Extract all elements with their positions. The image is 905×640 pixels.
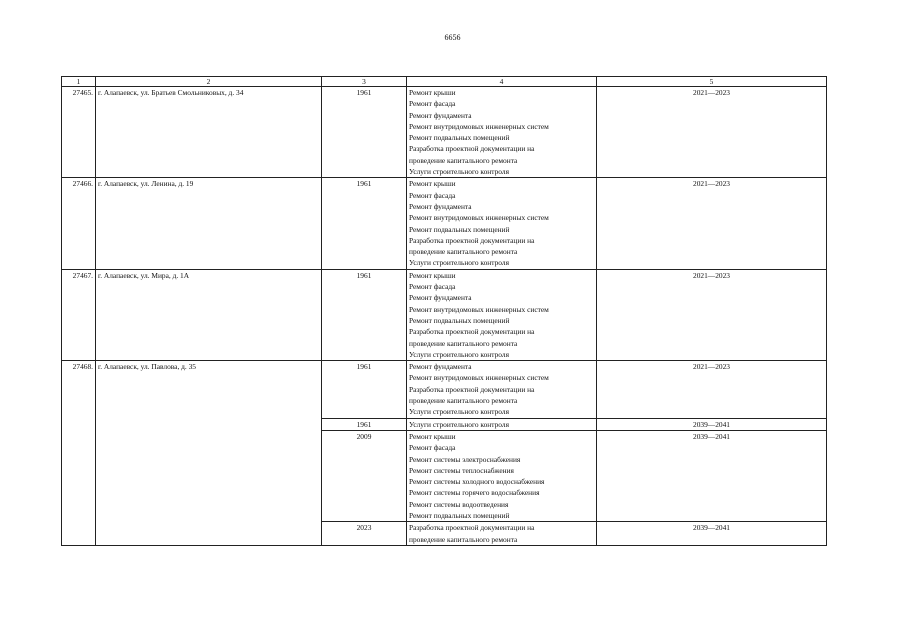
work-item: Ремонт внутридомовых инженерных систем <box>409 121 549 131</box>
work-item: Ремонт системы горячего водоснабжения <box>409 488 540 498</box>
table-row <box>62 361 827 418</box>
work-item: Ремонт фундамента <box>409 293 472 303</box>
work-item: Ремонт системы электроснабжения <box>409 454 521 464</box>
work-item: проведение капитального ремонта <box>409 338 518 348</box>
row-address: г. Алапаевск, ул. Братьев Смольниковых, д. 34 <box>96 87 322 178</box>
column-header-3: 3 <box>322 77 407 87</box>
work-item: Услуги строительного контроля <box>409 167 509 177</box>
row-number: 27466. <box>62 178 96 269</box>
row-address: г. Алапаевск, ул. Мира, д. 1А <box>96 269 322 360</box>
row-number: 27468. <box>62 361 96 546</box>
work-item: Ремонт фундамента <box>409 110 472 120</box>
work-item: Ремонт фасада <box>409 99 456 109</box>
work-item: Ремонт фасада <box>409 282 456 292</box>
work-item: Ремонт фасада <box>409 190 456 200</box>
work-item: Ремонт внутридомовых инженерных систем <box>409 213 549 223</box>
row-works <box>407 522 597 546</box>
row-year: 1961 <box>322 269 407 360</box>
work-item: Ремонт фундамента <box>409 362 472 372</box>
work-item: проведение капитального ремонта <box>409 534 518 544</box>
column-number-row <box>62 77 827 87</box>
row-works <box>407 418 597 430</box>
row-works <box>407 178 597 269</box>
row-year: 2009 <box>322 430 407 521</box>
work-item: Услуги строительного контроля <box>409 258 509 268</box>
row-year: 1961 <box>322 418 407 430</box>
work-item: проведение капитального ремонта <box>409 396 518 406</box>
work-item: Ремонт крыши <box>409 270 456 280</box>
repair-schedule-table <box>61 76 827 546</box>
work-item: Ремонт крыши <box>409 88 456 97</box>
work-item: проведение капитального ремонта <box>409 155 518 165</box>
table-row <box>62 87 827 178</box>
work-item: Ремонт подвальных помещений <box>409 224 510 234</box>
row-works <box>407 430 597 521</box>
row-period: 2021—2023 <box>597 87 827 178</box>
row-period: 2021—2023 <box>597 269 827 360</box>
work-item: Разработка проектной документации на <box>409 384 535 394</box>
work-item: Ремонт подвальных помещений <box>409 315 510 325</box>
column-header-1: 1 <box>62 77 96 87</box>
work-item: Разработка проектной документации на <box>409 523 535 533</box>
column-header-5: 5 <box>597 77 827 87</box>
work-item: Ремонт подвальных помещений <box>409 133 510 143</box>
work-item: Ремонт внутридомовых инженерных систем <box>409 304 549 314</box>
work-item: Ремонт подвальных помещений <box>409 510 510 520</box>
row-address: г. Алапаевск, ул. Павлова, д. 35 <box>96 361 322 546</box>
work-item: Услуги строительного контроля <box>409 419 509 429</box>
work-item: Ремонт фундамента <box>409 201 472 211</box>
work-item: Услуги строительного контроля <box>409 349 509 359</box>
row-period: 2021—2023 <box>597 361 827 418</box>
row-year: 2023 <box>322 522 407 546</box>
work-item: Ремонт системы теплоснабжения <box>409 465 514 475</box>
row-works <box>407 361 597 418</box>
row-number: 27467. <box>62 269 96 360</box>
work-item: Услуги строительного контроля <box>409 407 509 417</box>
work-item: Ремонт фасада <box>409 443 456 453</box>
row-number: 27465. <box>62 87 96 178</box>
row-year: 1961 <box>322 361 407 418</box>
column-header-2: 2 <box>96 77 322 87</box>
column-header-4: 4 <box>407 77 597 87</box>
work-item: Ремонт системы холодного водоснабжения <box>409 477 545 487</box>
work-item: Ремонт системы водоотведения <box>409 499 509 509</box>
work-item: Ремонт внутридомовых инженерных систем <box>409 373 549 383</box>
work-item: Разработка проектной документации на <box>409 327 535 337</box>
row-period: 2039—2041 <box>597 522 827 546</box>
page-number: 6656 <box>444 33 461 42</box>
row-works <box>407 87 597 178</box>
table-row <box>62 178 827 269</box>
work-item: Ремонт крыши <box>409 179 456 189</box>
row-year: 1961 <box>322 178 407 269</box>
row-period: 2021—2023 <box>597 178 827 269</box>
work-item: Разработка проектной документации на <box>409 235 535 245</box>
row-period: 2039—2041 <box>597 418 827 430</box>
row-works <box>407 269 597 360</box>
work-item: Разработка проектной документации на <box>409 144 535 154</box>
row-address: г. Алапаевск, ул. Ленина, д. 19 <box>96 178 322 269</box>
row-year: 1961 <box>322 87 407 178</box>
work-item: Ремонт крыши <box>409 431 456 441</box>
work-item: проведение капитального ремонта <box>409 247 518 257</box>
row-period: 2039—2041 <box>597 430 827 521</box>
table-row <box>62 269 827 360</box>
